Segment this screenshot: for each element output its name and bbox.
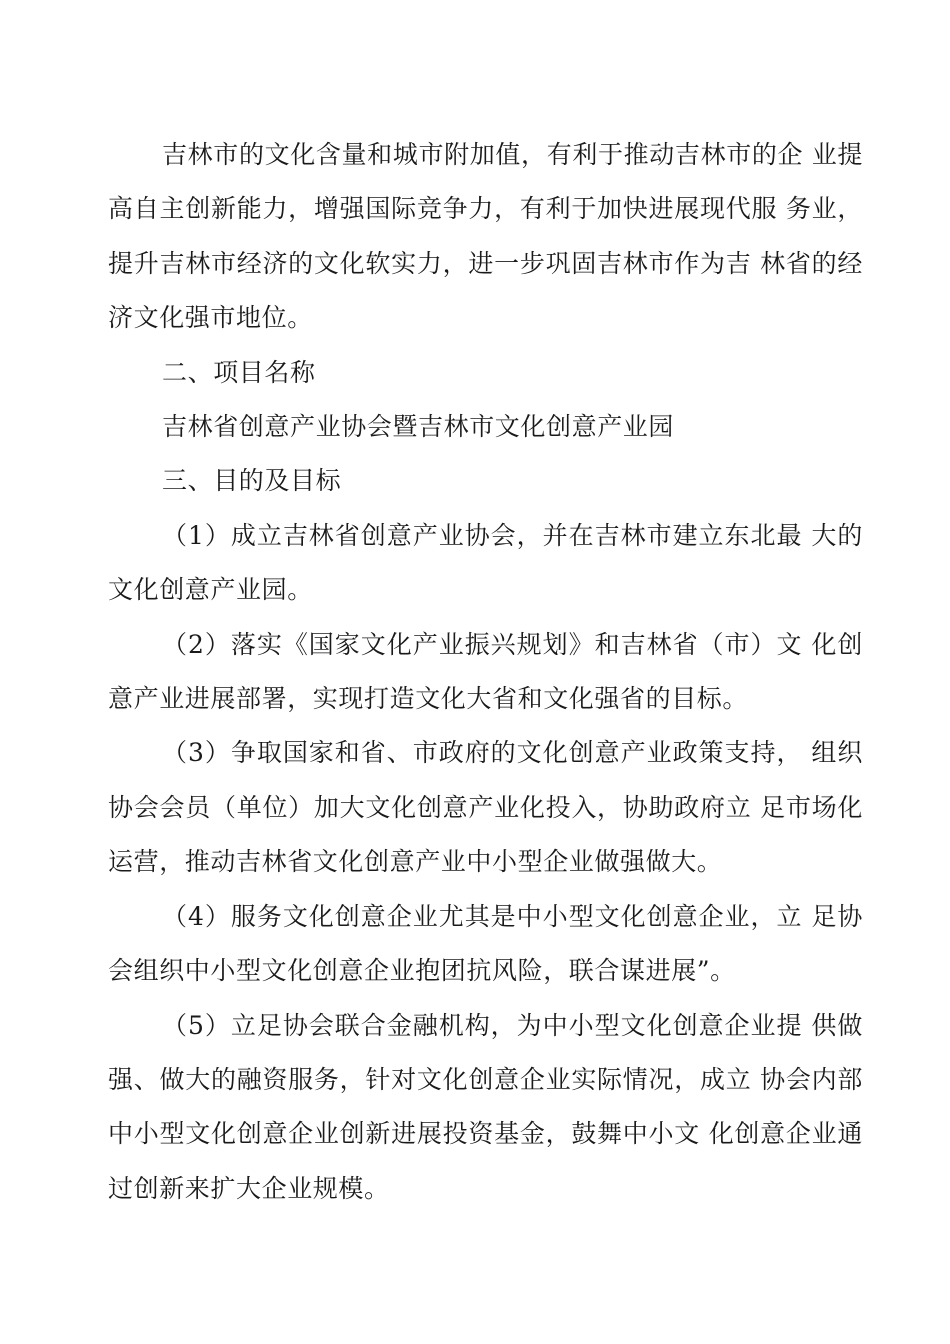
paragraph-goal-5: （5）立足协会联合金融机构，为中小型文化创意企业提 供做强、做大的融资服务，针对文化创意企业实际情况，成立 协会内部中小型文化创意企业创新进展投资基金，鼓舞中小文 化创意企业通过创新来扩大企业规模。	[108, 1010, 863, 1203]
paragraph-project-name: 吉林省创意产业协会暨吉林市文化创意产业园	[162, 412, 675, 442]
paragraph-goal-2: （2）落实《国家文化产业振兴规划》和吉林省（市）文 化创意产业进展部署，实现打造文化大省和文化强省的目标。	[108, 629, 863, 714]
paragraph-goal-3: （3）争取国家和省、市政府的文化创意产业政策支持， 组织协会会员（单位）加大文化创意产业化投入，协助政府立 足市场化运营，推动吉林省文化创意产业中小型企业做强做大。	[108, 738, 863, 877]
section-heading-goals: 三、目的及目标	[162, 466, 342, 496]
document-body	[108, 128, 863, 1216]
section-heading-project-name: 二、项目名称	[162, 357, 316, 387]
paragraph-goal-1: （1）成立吉林省创意产业协会，并在吉林市建立东北最 大的文化创意产业园。	[108, 520, 863, 605]
paragraph-intro-continuation: 吉林市的文化含量和城市附加值，有利于推动吉林市的企 业提高自主创新能力，增强国际竞争力，有利于加快进展现代服 务业，提升吉林市经济的文化软实力，进一步巩固吉林市作为吉 林省的经济文化强市地位。	[108, 140, 863, 333]
paragraph-goal-4: （4）服务文化创意企业尤其是中小型文化创意企业，立 足协会组织中小型文化创意企业抱团抗风险，联合谋进展”。	[108, 901, 863, 986]
